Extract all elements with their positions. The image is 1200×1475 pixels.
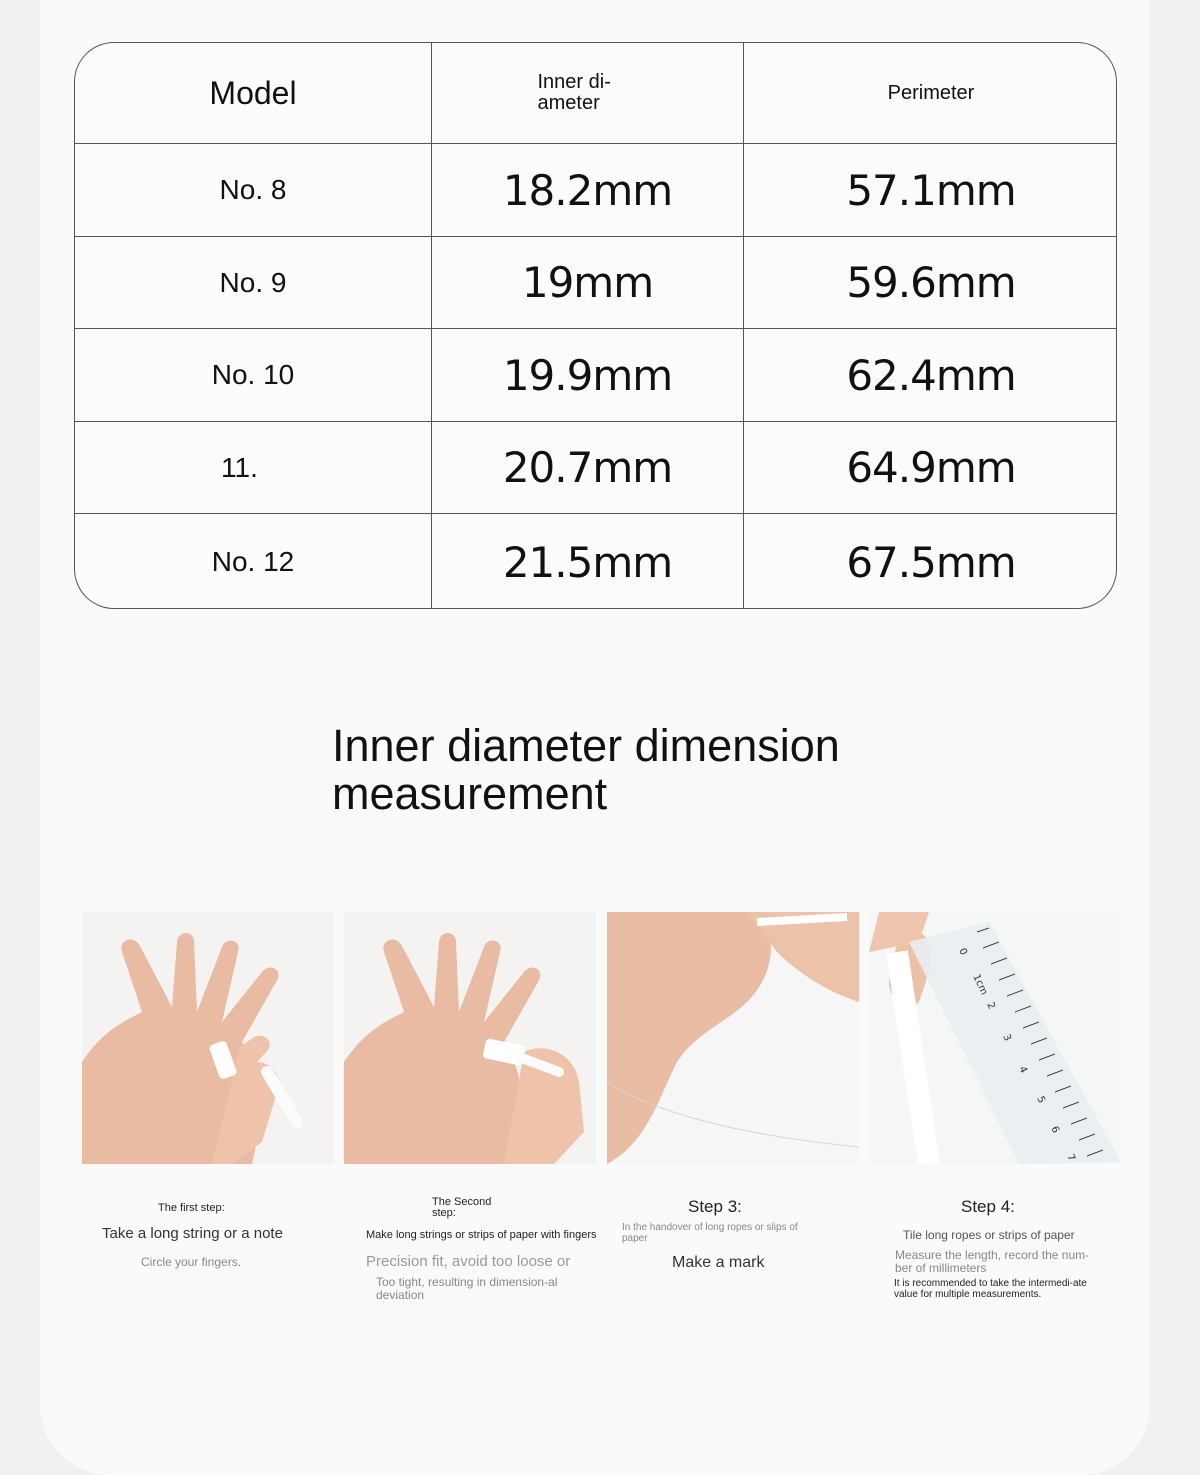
ruler-label: 3 [1000,1032,1013,1044]
step3-line1: In the handover of long ropes or slips of paper [622,1222,798,1244]
table-row [75,514,1116,609]
ruler-label: 5 [1034,1094,1047,1106]
ruler-label: 6 [1048,1124,1061,1136]
inner-diameter-cell: 19mm [521,258,654,307]
header-model: Model [209,74,297,111]
table-row [75,422,1116,514]
inner-diameter-cell: 20.7mm [502,443,673,492]
model-cell: No. 8 [219,174,287,205]
inner-diameter-cell: 19.9mm [502,350,673,400]
header-perimeter: Perimeter [887,81,975,104]
step2-line3: Too tight, resulting in dimension-al deviation [376,1275,558,1302]
header-inner-diameter: Inner di- ameter [537,71,611,114]
step4-line2: Measure the length, record the num-ber of millimeters [895,1248,1090,1275]
ring-size-table [74,42,1117,609]
step1-line2: Circle your fingers. [141,1255,242,1269]
perimeter-cell: 57.1mm [846,165,1016,215]
section-title: Inner diameter dimension measurement [332,720,840,819]
perimeter-cell: 59.6mm [846,258,1016,307]
step2-line2: Precision fit, avoid too loose or [366,1253,571,1270]
ruler-label: 4 [1016,1064,1029,1076]
perimeter-cell: 62.4mm [846,350,1016,400]
step3-photo [607,912,859,1164]
inner-diameter-cell: 21.5mm [502,537,673,587]
table-row [75,329,1116,422]
inner-diameter-cell: 18.2mm [502,165,673,215]
step1-line1: Take a long string or a note [102,1225,283,1242]
ruler-label: 7 [1064,1152,1077,1164]
ruler-label: 0 [956,946,969,958]
model-cell: No. 10 [211,359,295,390]
perimeter-cell: 64.9mm [846,443,1016,492]
step3-heading: Step 3: [688,1197,742,1216]
step4-line3: It is recommended to take the intermedi-ate value for multiple measurements. [894,1278,1087,1300]
step1-photo [82,912,334,1164]
step3-line2: Make a mark [672,1254,765,1271]
model-cell: No. 12 [211,546,295,577]
step1-heading: The first step: [158,1202,225,1214]
ruler-label: 1cm [970,972,990,997]
step2-line1: Make long strings or strips of paper with fingers [366,1229,597,1241]
step4-heading: Step 4: [961,1197,1015,1216]
table-row [75,237,1116,329]
perimeter-cell: 67.5mm [846,537,1016,587]
step4-photo [869,912,1121,1164]
table-header-row [75,43,1116,144]
step4-line1: Tile long ropes or strips of paper [903,1228,1075,1242]
step2-heading: The Second step: [432,1196,492,1219]
step2-photo [344,912,596,1164]
model-cell: 11. [221,451,258,483]
table-row [75,144,1116,237]
ruler-label: 2 [984,1000,997,1012]
model-cell: No. 9 [219,266,287,298]
